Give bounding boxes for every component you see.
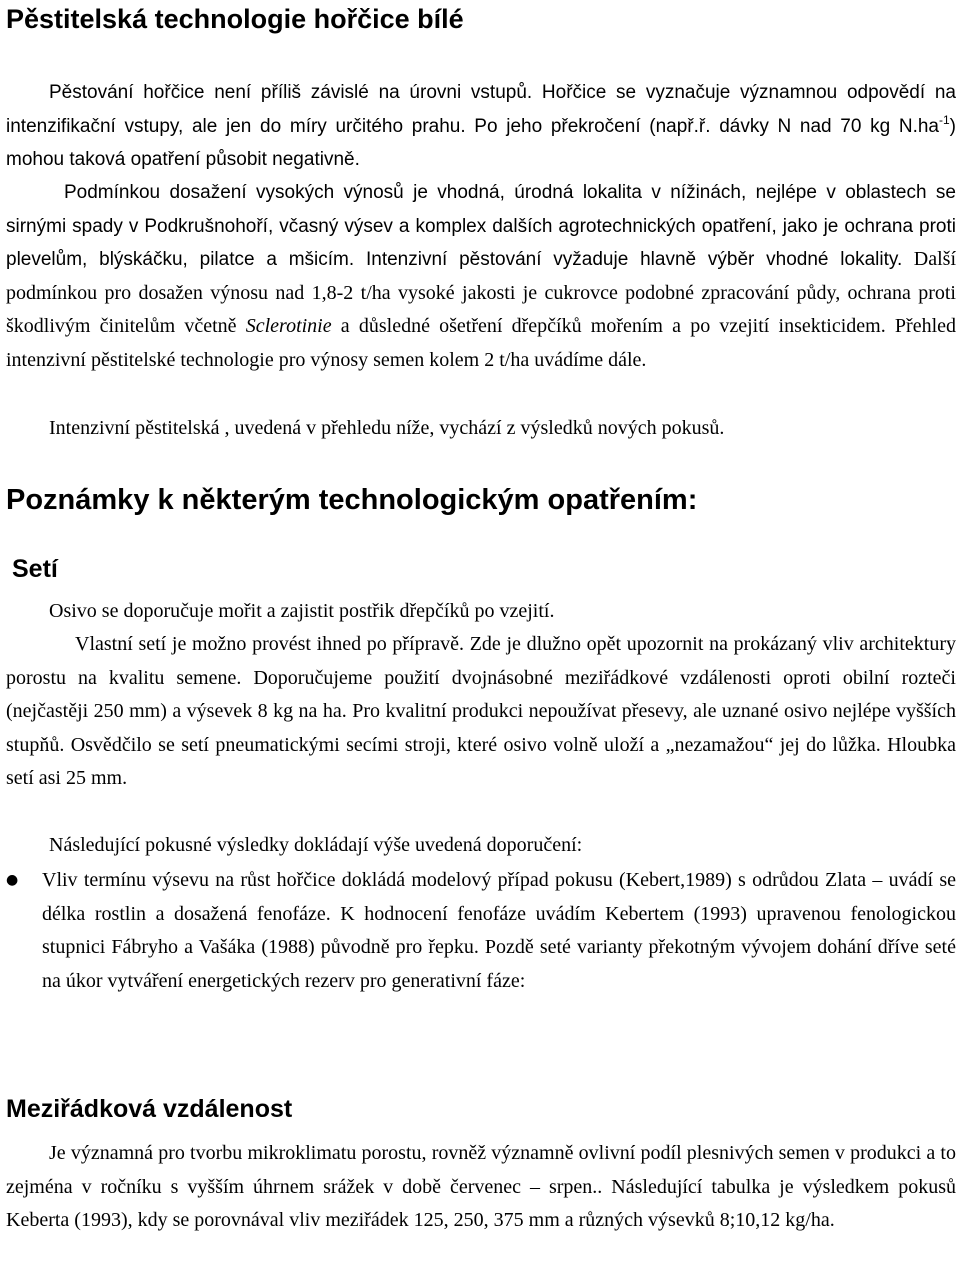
intro-paragraph-1 <box>6 76 956 177</box>
section-heading-seti: Setí <box>12 555 58 583</box>
intro-paragraph-3: Intenzivní pěstitelská , uvedená v přehledu níže, vychází z výsledků nových pokusů. <box>49 417 725 439</box>
notes-heading: Poznámky k některým technologickým opatřením: <box>6 484 698 516</box>
bullet-icon: ● <box>6 872 19 888</box>
intro-p2-sans-text: Podmínkou dosažení vysokých výnosů je vhodná, úrodná lokalita v nížinách, nejlépe v oblastech se sirnými spady v Podkrušnohoří, včasný výsev a komplex dalších agrotechnických opatření, jako je ochrana proti plevelům, blýskáčku, pilatce a mšicím. Intenzivní pěstování vyžaduje hlavně výběr vhodné lokality. <box>6 182 956 270</box>
intro-p1-text: Pěstování hořčice není příliš závislé na úrovni vstupů. Hořčice se vyznačuje významnou odpovědí na intenzifikační vstupy, ale jen do míry určitého prahu. Po jeho překročení (např.ř. dávky N nad 70 kg N.ha <box>6 82 956 137</box>
bullet-item <box>6 864 956 998</box>
intro-p2-text: Další podmínkou pro dosažen výnosu nad 1,8-2 t/ha vysoké jakosti je cukrovce podobné zpracování půdy, ochrana proti škodlivým činitelům včetně <box>6 248 956 337</box>
seti-paragraph-1: Osivo se doporučuje mořit a zajistit postřik dřepčíků po vzejití. <box>49 600 555 622</box>
seti-paragraph-2: Vlastní setí je možno provést ihned po přípravě. Zde je dlužno opět upozornit na prokázaný vliv architektury porostu na kvalitu semene. Doporučujeme použití dvojnásobné meziřádkové vzdálenosti oproti obilní rozteči (nejčastěji 250 mm) a výsevek 8 kg na ha. Pro kvalitní produkci nepoužívat přesevy, ale uznané osivo nejlépe vyšších stupňů. Osvědčilo se setí pneumatickými secími stroji, které osivo volně uloží a „nezamažou“ jej do lůžka. Hloubka setí asi 25 mm. <box>6 633 956 789</box>
latin-name: Sclerotinie <box>245 315 332 337</box>
intro-paragraph-2 <box>6 176 956 377</box>
intro-p2-text-end: a důsledné ošetření dřepčíků mořením a po vzejití insekticidem. Přehled intenzivní pěstitelské technologie pro výnosy semen kolem 2 t/ha uvádíme dále. <box>6 315 956 371</box>
mezi-paragraph-1: Je významná pro tvorbu mikroklimatu porostu, rovněž významně ovlivní podíl plesnivých semen v produkci a to zejména v ročníku s vyšším úhrnem srážek v době červenec – srpen.. Následující tabulka je výsledkem pokusů Keberta (1993), kdy se porovnával vliv meziřádek 125, 250, 375 mm a různých výsevků 8;10,12 kg/ha. <box>6 1142 956 1231</box>
seti-paragraph-3: Následující pokusné výsledky dokládají výše uvedená doporučení: <box>49 834 583 856</box>
page-title: Pěstitelská technologie hořčice bílé <box>6 4 464 34</box>
section-heading-mezi: Meziřádková vzdálenost <box>6 1095 293 1123</box>
bullet-text: Vliv termínu výsevu na růst hořčice dokládá modelový případ pokusu (Kebert,1989) s odrůdou Zlata – uvádí se délka rostlin a dosažená fenofáze. K hodnocení fenofáze uvádím Kebertem (1993) upravenou fenologickou stupnici Fábryho a Vašáka (1988) původně pro řepku. Pozdě seté varianty překotným vývojem dohání dříve seté na úkor vytváření energetických rezerv pro generativní fáze: <box>42 869 956 992</box>
superscript: -1 <box>939 112 950 127</box>
intro-p1-text-end: ) mohou taková opatření působit negativně. <box>6 115 956 170</box>
